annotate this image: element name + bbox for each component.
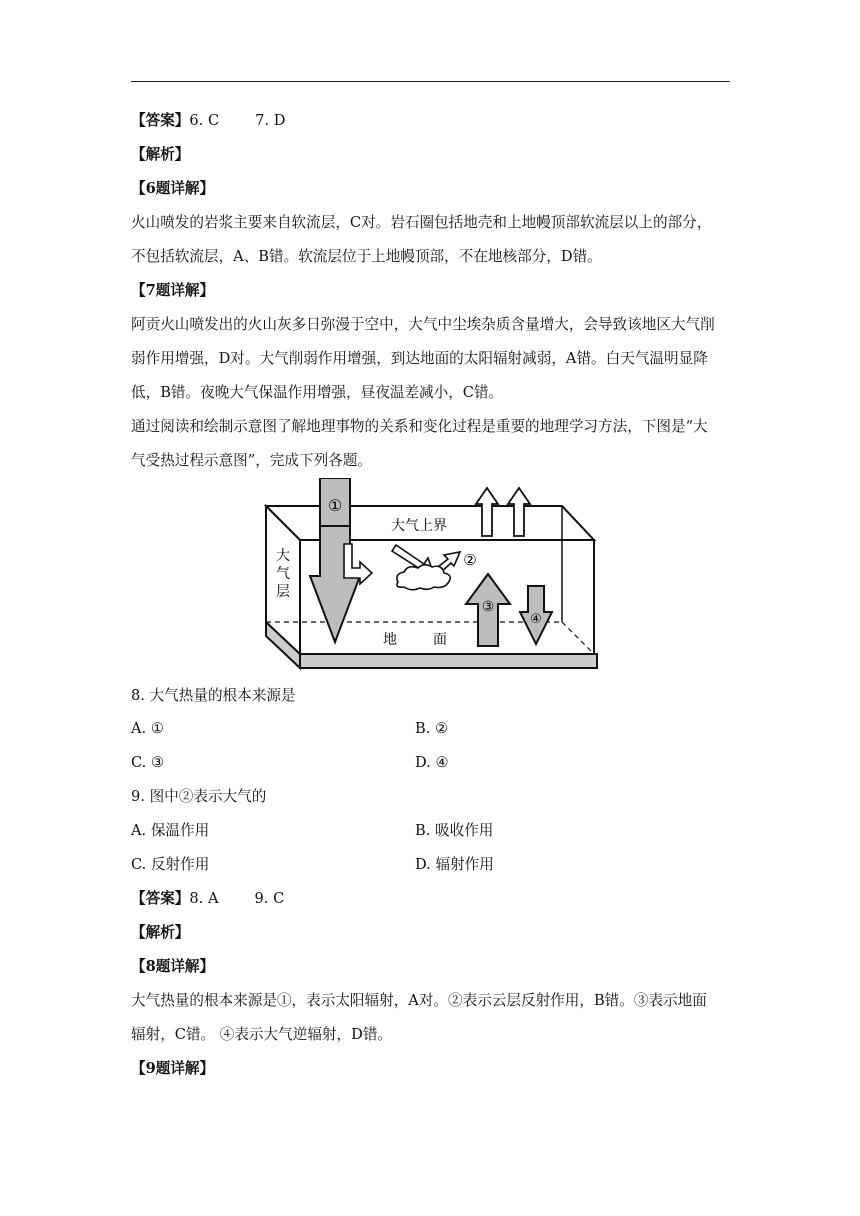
detail-6-line-2: 不包括软流层，A、B错。软流层位于上地幔顶部，不在地核部分，D错。 <box>131 248 602 265</box>
option-text: ① <box>150 720 164 737</box>
option-text: 吸收作用 <box>435 822 494 839</box>
side-label-3: 层 <box>276 584 290 600</box>
intro-line-2: 气受热过程示意图”，完成下列各题。 <box>131 452 372 469</box>
answer-q9: 9. C <box>254 890 285 907</box>
option-letter: C. <box>131 754 147 771</box>
atmosphere-heating-diagram <box>262 478 598 672</box>
q9-option-c <box>131 855 209 875</box>
answer-q7: 7. D <box>255 112 286 129</box>
intro-line-1: 通过阅读和绘制示意图了解地理事物的关系和变化过程是重要的地理学习方法，下图是“大 <box>131 418 708 435</box>
ground-label-2: 面 <box>433 632 447 648</box>
marker-4: ④ <box>530 612 542 627</box>
detail-7-line-2: 弱作用增强，D对。大气削弱作用增强，到达地面的太阳辐射减弱，A错。白天气温明显降 <box>131 350 708 367</box>
q8-option-c <box>131 753 164 773</box>
detail-7-line-1: 阿贡火山喷发出的火山灰多日弥漫于空中，大气中尘埃杂质含量增大，会导致该地区大气削 <box>131 316 715 333</box>
analysis-label: 【解析】 <box>131 146 190 163</box>
marker-2: ② <box>463 551 477 569</box>
q8-option-b <box>415 719 448 739</box>
q9-option-d <box>415 855 494 875</box>
side-label-2: 气 <box>276 566 290 582</box>
top-boundary-label: 大气上界 <box>391 518 447 534</box>
side-label-1: 大 <box>276 548 290 564</box>
option-text: ③ <box>150 754 165 771</box>
q8-option-a <box>131 719 164 739</box>
detail-7-label: 【7题详解】 <box>131 282 215 299</box>
option-letter: B. <box>415 720 431 737</box>
detail-6-label: 【6题详解】 <box>131 180 215 197</box>
cloud-icon <box>397 565 450 590</box>
q8-option-d <box>415 753 449 773</box>
reflected-branch-arrow <box>344 544 372 584</box>
q9-stem: 9. 图中②表示大气的 <box>131 788 267 805</box>
hidden-edge-side <box>562 622 594 654</box>
ground-label-1: 地 <box>383 632 397 648</box>
option-text: ④ <box>435 754 449 771</box>
ground-slab-front <box>300 654 597 668</box>
answer-label: 【答案】 <box>131 890 190 907</box>
option-letter: A. <box>131 720 147 737</box>
header-rule <box>131 81 730 82</box>
option-letter: D. <box>415 856 431 873</box>
detail-6-line-1: 火山喷发的岩浆主要来自软流层，C对。岩石圈包括地壳和上地幔顶部软流层以上的部分， <box>131 214 712 231</box>
option-letter: A. <box>131 822 147 839</box>
answer-line-6-7 <box>131 111 741 131</box>
option-text: 辐射作用 <box>435 856 494 873</box>
detail-8-line-2: 辐射，C错。 ④表示大气逆辐射，D错。 <box>131 1026 393 1043</box>
detail-8-label: 【8题详解】 <box>131 958 215 975</box>
q9-option-a <box>131 821 209 841</box>
marker-1: ① <box>327 496 343 515</box>
q8-stem: 8. 大气热量的根本来源是 <box>131 687 296 704</box>
marker-3: ③ <box>481 599 495 615</box>
answer-q8: 8. A <box>189 890 219 907</box>
option-letter: B. <box>415 822 431 839</box>
analysis-label-2: 【解析】 <box>131 924 190 941</box>
detail-7-line-3: 低，B错。夜晚大气保温作用增强，昼夜温差减小，C错。 <box>131 384 504 401</box>
option-text: 反射作用 <box>150 856 210 873</box>
option-text: 保温作用 <box>150 822 210 839</box>
q9-option-b <box>415 821 493 841</box>
answer-label: 【答案】 <box>131 112 190 129</box>
answer-line-8-9 <box>131 889 741 909</box>
detail-9-label: 【9题详解】 <box>131 1060 215 1077</box>
option-text: ② <box>435 720 449 737</box>
answer-q6: 6. C <box>189 112 220 129</box>
option-letter: C. <box>131 856 147 873</box>
detail-8-line-1: 大气热量的根本来源是①，表示太阳辐射，A对。②表示云层反射作用，B错。③表示地面 <box>131 992 707 1009</box>
option-letter: D. <box>415 754 431 771</box>
